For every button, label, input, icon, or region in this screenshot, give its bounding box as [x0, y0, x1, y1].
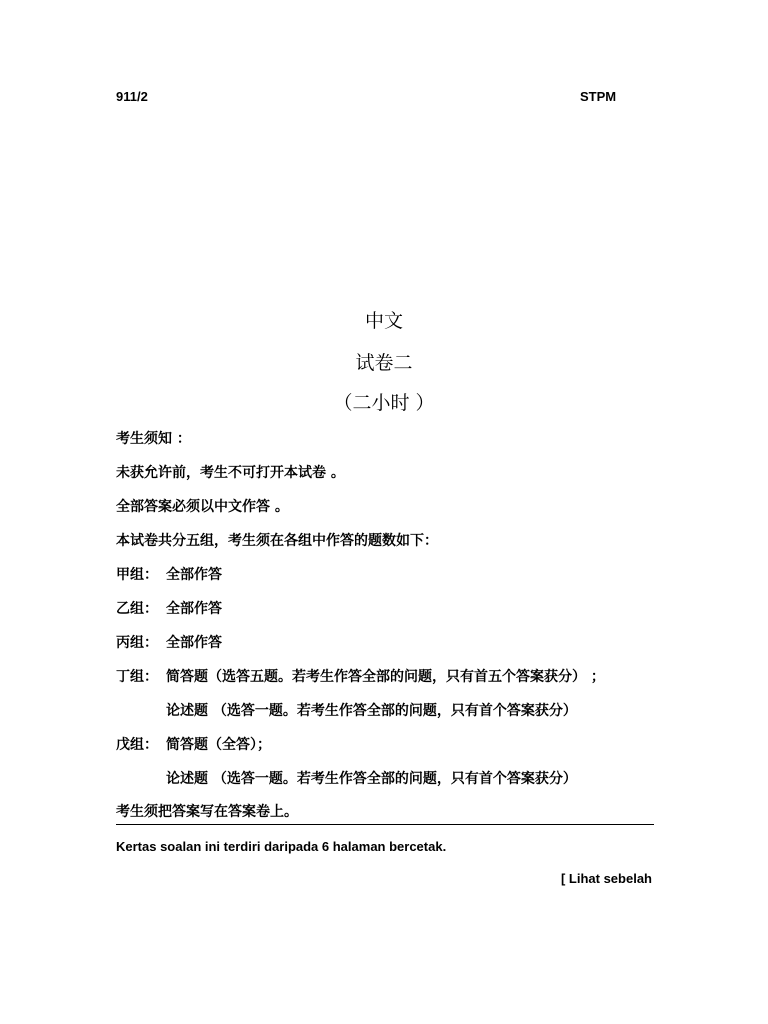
paper-code: 911/2: [116, 89, 148, 104]
instruction-closing: 考生须把答案写在答案卷上。: [116, 804, 298, 820]
section-text-bing: 全部作答: [166, 635, 222, 651]
section-text-ding-short: 简答题（选答五题。若考生作答全部的问题，只有首五个答案获分） ；: [166, 669, 605, 685]
section-label-jia: 甲组：: [116, 567, 158, 583]
instruction-line-2: 全部答案必须以中文作答 。: [116, 499, 289, 515]
section-label-yi: 乙组：: [116, 601, 158, 617]
section-label-wu: 戊组：: [116, 737, 158, 753]
pages-note: Kertas soalan ini terdiri daripada 6 halaman bercetak.: [116, 839, 447, 854]
subject-title: 中文: [364, 310, 403, 332]
duration-title: （二小时 ）: [333, 392, 435, 414]
exam-name: STPM: [580, 89, 617, 104]
section-text-jia: 全部作答: [166, 567, 222, 583]
divider-rule: [116, 824, 654, 825]
section-text-wu-essay: 论述题 （选答一题。若考生作答全部的问题，只有首个答案获分）: [166, 771, 577, 787]
turn-over-note: [ Lihat sebelah: [560, 871, 652, 886]
instruction-line-3: 本试卷共分五组，考生须在各组中作答的题数如下：: [116, 533, 438, 549]
instructions-heading: 考生须知 ：: [116, 431, 191, 447]
section-text-yi: 全部作答: [166, 601, 222, 617]
section-text-wu-short: 简答题（全答）；: [166, 737, 271, 753]
instruction-line-1: 未获允许前，考生不可打开本试卷 。: [116, 465, 345, 481]
section-label-bing: 丙组：: [116, 635, 158, 651]
section-label-ding: 丁组：: [116, 669, 158, 685]
section-text-ding-essay: 论述题 （选答一题。若考生作答全部的问题，只有首个答案获分）: [166, 703, 577, 719]
paper-title: 试卷二: [355, 352, 413, 374]
